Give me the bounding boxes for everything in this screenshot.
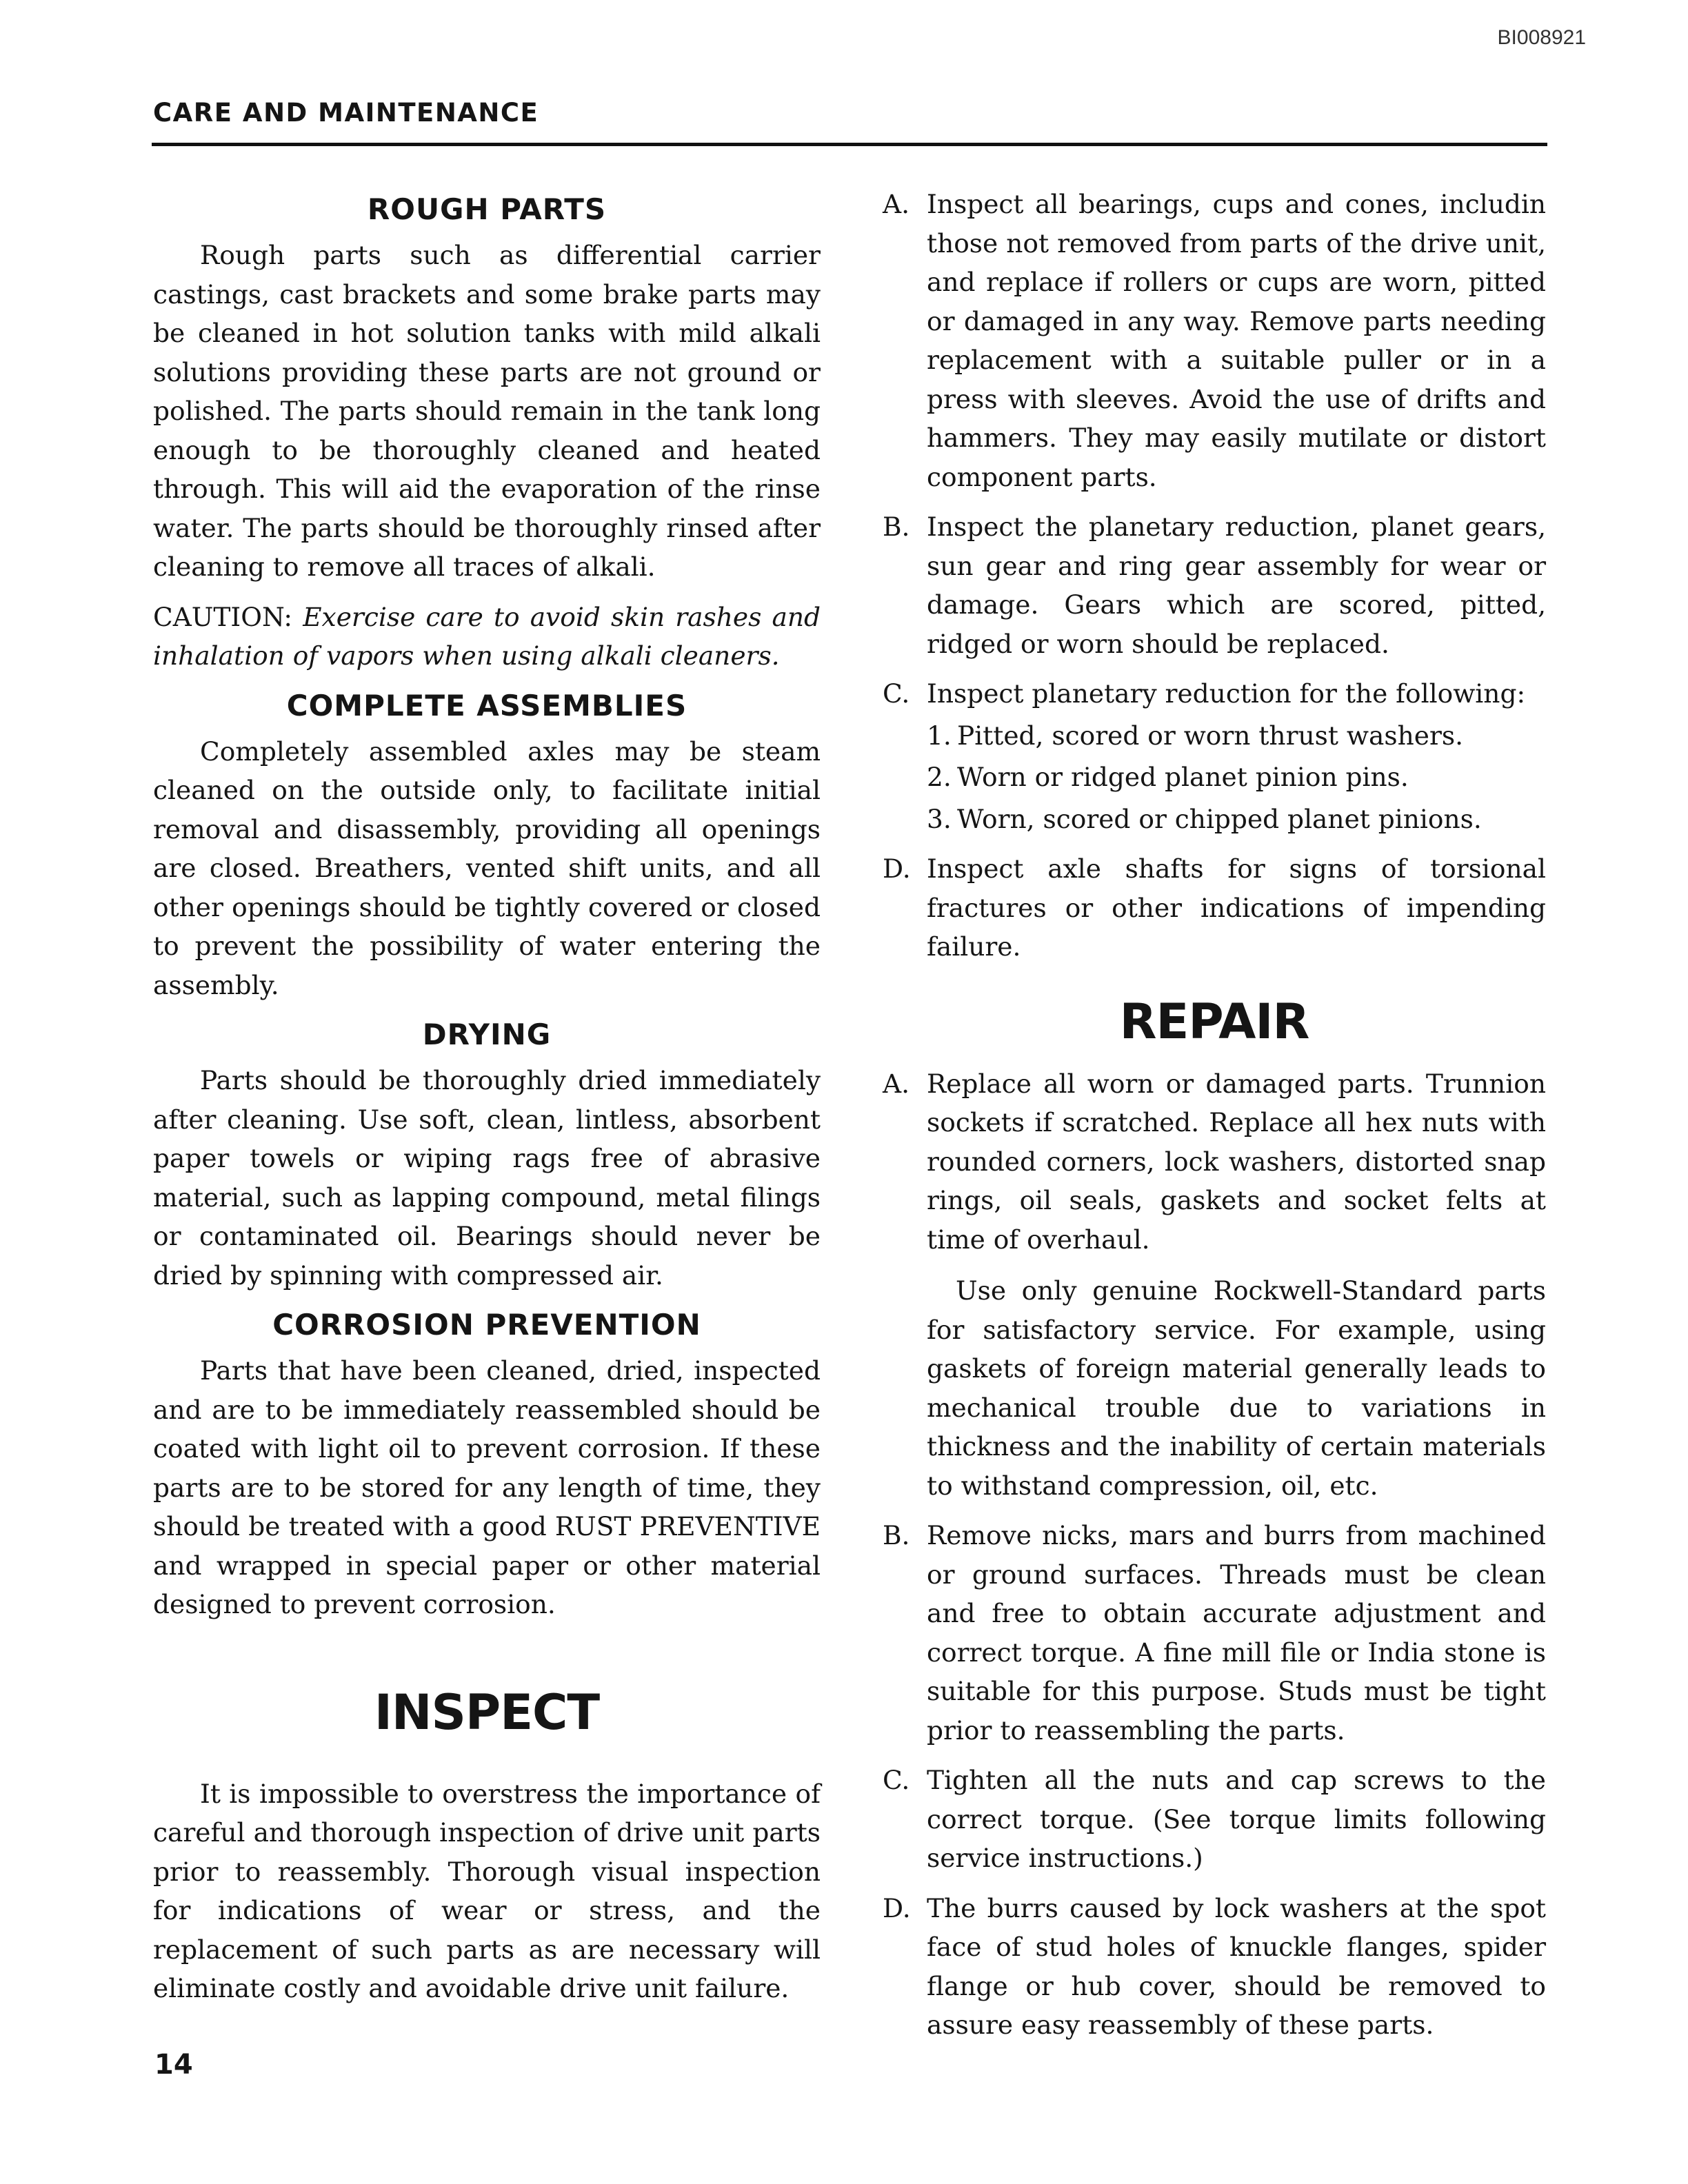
inspect-item-d xyxy=(883,849,1546,967)
sub-item-number: 2. xyxy=(927,762,952,792)
rough-parts-heading: ROUGH PARTS xyxy=(367,192,607,226)
item-letter: B. xyxy=(883,1520,910,1550)
item-text: Inspect axle shafts for signs of torsional fractures or other indications of impending failure. xyxy=(927,853,1546,962)
corrosion-prevention-paragraph: Parts that have been cleaned, dried, inspected and are to be immediately reassembled should be coated with light oil to prevent corrosion. If these parts are to be stored for any length of time, they should be treated with a good RUST PREVENTIVE and wrapped in special paper or other material designed to prevent corrosion. xyxy=(153,1355,821,1619)
rough-parts-paragraph: Rough parts such as differential carrier castings, cast brackets and some brake parts may be cleaned in hot solution tanks with mild alkali solutions providing these parts are not ground or polished. The parts should remain in the tank long enough to be thoroughly cleaned and heated through. This will aid the evaporation of the rinse water. The parts should be thoroughly rinsed after cleaning to remove all traces of alkali. xyxy=(153,240,821,582)
repair-heading: REPAIR xyxy=(1119,993,1309,1050)
document-id: BI008921 xyxy=(1497,26,1586,49)
caution-label: CAUTION: xyxy=(153,601,293,632)
caution-note xyxy=(153,598,821,676)
repair-item-b xyxy=(883,1516,1546,1750)
item-text: Replace all worn or damaged parts. Trunnion sockets if scratched. Replace all hex nuts with rounded corners, lock washers, distorted snap rings, oil seals, gaskets and socket felts at time of overhaul. xyxy=(927,1068,1546,1255)
repair-item-d xyxy=(883,1889,1546,2045)
item-paragraph: Use only genuine Rockwell-Standard parts for satisfactory service. For example, using gaskets of foreign material generally leads to mechanical trouble due to variations in thickness and the inability of certain materials to withstand compression, oil, etc. xyxy=(927,1275,1546,1501)
item-letter: A. xyxy=(883,189,910,219)
repair-item-c xyxy=(883,1761,1546,1878)
sub-item-text: Worn or ridged planet pinion pins. xyxy=(957,762,1409,792)
item-letter: D. xyxy=(883,853,911,884)
sub-item-number: 3. xyxy=(927,803,952,834)
item-text: Inspect the planetary reduction, planet gears, sun gear and ring gear assembly for wear or damage. Gears which are scored, pitted, ridged or worn should be replaced. xyxy=(927,512,1546,659)
item-letter: A. xyxy=(883,1068,910,1099)
section-header: CARE AND MAINTENANCE xyxy=(153,98,539,128)
item-text: Remove nicks, mars and burrs from machined or ground surfaces. Threads must be clean and free to obtain accurate adjustment and correct torque. A fine mill file or India stone is suitable for this purpose. Studs must be tight prior to reassembling the parts. xyxy=(927,1520,1546,1746)
item-text: Tighten all the nuts and cap screws to the correct torque. (See torque limits following service instructions.) xyxy=(927,1765,1546,1873)
item-letter: B. xyxy=(883,512,910,542)
right-column xyxy=(883,185,1546,2056)
item-text: The burrs caused by lock washers at the spot face of stud holes of knuckle flanges, spider flange or hub cover, should be removed to assure easy reassembly of these parts. xyxy=(927,1892,1546,2040)
item-letter: D. xyxy=(883,1892,911,1923)
drying-paragraph: Parts should be thoroughly dried immediately after cleaning. Use soft, clean, lintless, absorbent paper towels or wiping rags free of abrasive material, such as lapping compound, metal filings or contaminated oil. Bearings should never be dried by spinning with compressed air. xyxy=(153,1065,821,1291)
sub-item-3 xyxy=(927,800,1546,839)
left-column xyxy=(153,185,821,2019)
item-letter: C. xyxy=(883,1765,910,1795)
inspect-item-a xyxy=(883,185,1546,496)
drying-heading: DRYING xyxy=(422,1018,552,1051)
caution-text: Exercise care to avoid skin rashes and inhalation of vapors when using alkali cleaners. xyxy=(153,601,821,671)
inspect-item-c xyxy=(883,674,1546,838)
page-number: 14 xyxy=(154,2049,193,2081)
complete-assemblies-paragraph: Completely assembled axles may be steam cleaned on the outside only, to facilitate initial removal and disassembly, providing all openings are closed. Breathers, vented shift units, and all other openings should be tightly covered or closed to prevent the possibility of water entering the assembly. xyxy=(153,736,821,1000)
item-letter: C. xyxy=(883,678,910,709)
complete-assemblies-heading: COMPLETE ASSEMBLIES xyxy=(286,688,687,722)
sub-item-number: 1. xyxy=(927,720,952,751)
corrosion-prevention-heading: CORROSION PREVENTION xyxy=(272,1308,701,1342)
sub-item-2 xyxy=(927,758,1546,797)
header-rule xyxy=(152,143,1547,146)
repair-item-a xyxy=(883,1064,1546,1506)
item-text: Inspect planetary reduction for the following: xyxy=(927,678,1526,709)
sub-item-text: Worn, scored or chipped planet pinions. xyxy=(957,803,1482,834)
inspect-heading: INSPECT xyxy=(374,1684,600,1741)
item-text: Inspect all bearings, cups and cones, includin those not removed from parts of the drive unit, and replace if rollers or cups are worn, pitted or damaged in any way. Remove parts needing replacement with a suitable puller or in a press with sleeves. Avoid the use of drifts and hammers. They may easily mutilate or distort component parts. xyxy=(927,189,1546,492)
inspect-paragraph: It is impossible to overstress the importance of careful and thorough inspection of drive unit parts prior to reassembly. Thorough visual inspection for indications of wear or stress, and the replacement of such parts as are necessary will eliminate costly and avoidable drive unit failure. xyxy=(153,1778,821,2003)
inspect-item-b xyxy=(883,507,1546,663)
sub-item-1 xyxy=(927,716,1546,756)
sub-item-text: Pitted, scored or worn thrust washers. xyxy=(957,720,1464,751)
